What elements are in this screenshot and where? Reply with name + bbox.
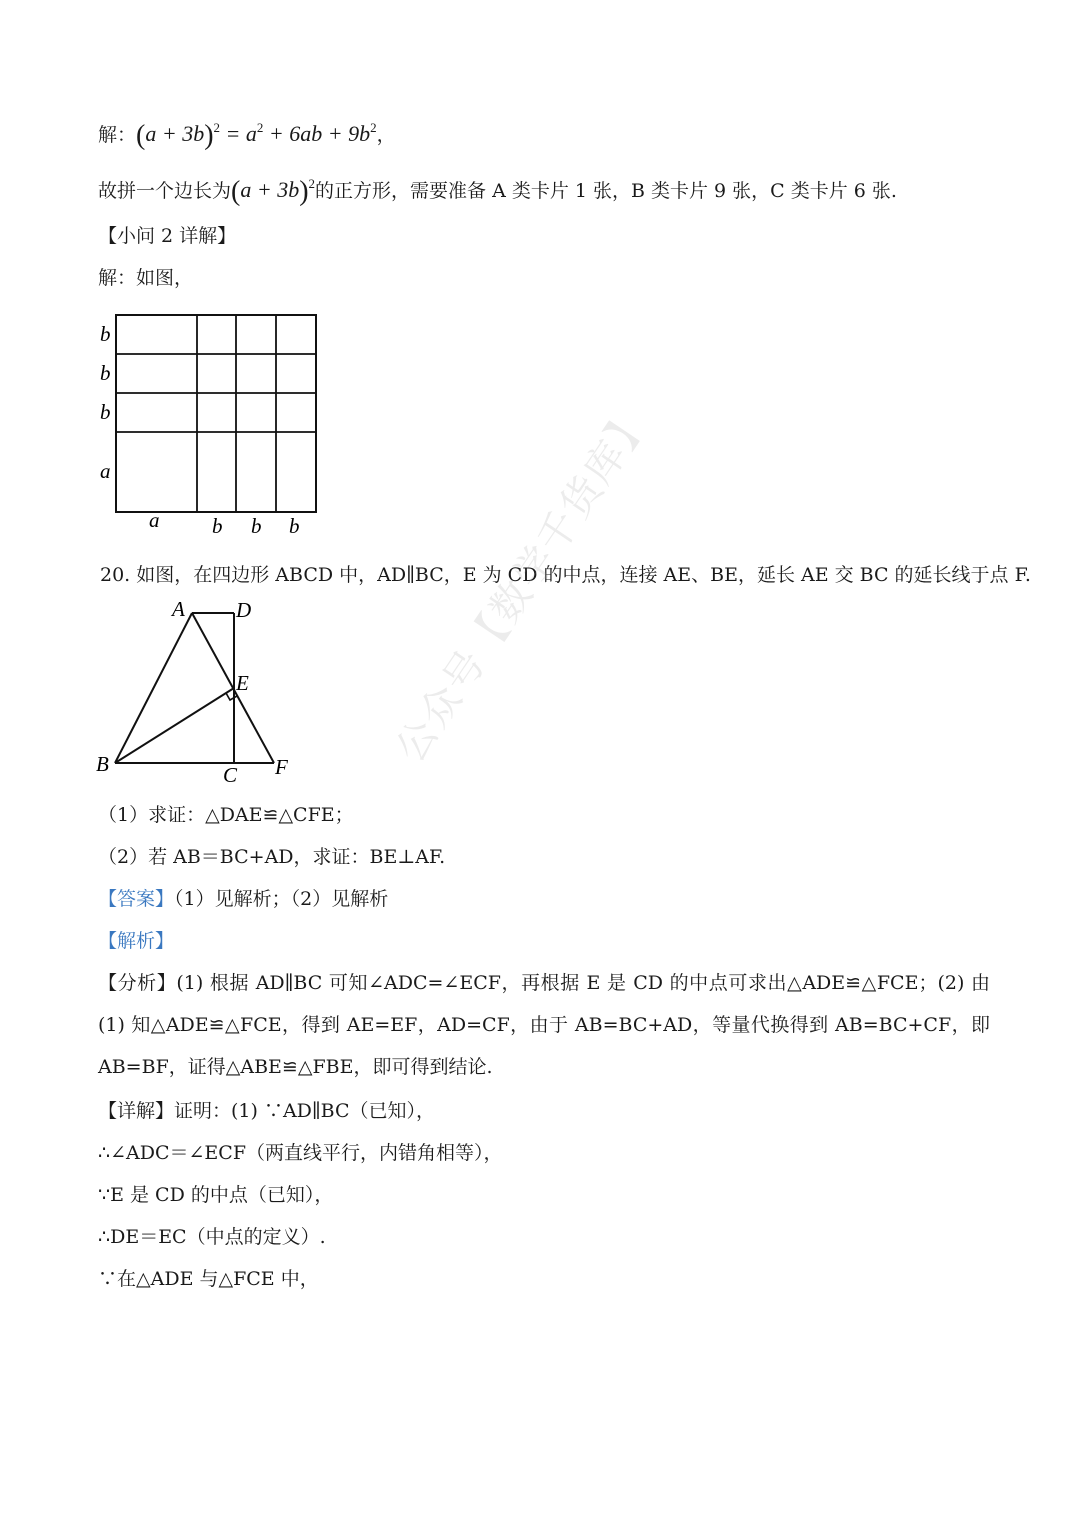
grid-outline [116,315,316,512]
watermark: 公众号【数学千货库】 [387,396,661,771]
segment-BE [115,688,234,763]
analysis-text: 【分析】(1) 根据 AD∥BC 可知∠ADC=∠ECF，再根据 E 是 CD 的中点可求出△ADE≌△FCE；(2) 由 (1) 知△ADE≌△FCE，得到 AE=EF，AD=CF，由于 AB=BC+AD，等量代换得到 AB=BC+CF，即 AB=BF，证得△ABE≌△FBE，即可得到结论. [98,972,990,1078]
problem-20-statement: 20. 如图，在四边形 ABCD 中，AD∥BC，E 为 CD 的中点，连接 AE、BE，延长 AE 交 BC 的延长线于点 F. [100,564,1031,586]
proof-line: 【详解】证明：(1) ∵AD∥BC（已知）， [98,1100,436,1122]
point-label-F: F [275,755,288,779]
point-label-A: A [172,597,185,621]
expansion-tail: ， [376,124,396,146]
analysis-label: 【解析】 [98,930,175,952]
jie-label: 解： [98,124,137,146]
grid-left-label: b [100,400,111,424]
q2-intro: 解：如图， [98,267,194,289]
grid-bottom-label: b [212,514,223,538]
conclusion-pre: 故拼一个边长为 [98,180,232,202]
proof-line: ∴∠ADC＝∠ECF（两直线平行，内错角相等）， [98,1142,503,1164]
segment-AB [115,613,192,763]
geometry-figure [92,596,302,788]
point-label-C: C [223,763,238,787]
grid-figure [90,305,330,545]
grid-left-label: b [100,361,111,385]
answer-label: 【答案】 [98,888,175,910]
proof-line: ∴DE＝EC（中点的定义）. [98,1226,326,1248]
answer-line [98,885,990,913]
point-label-B: B [96,752,109,776]
conclusion-line [98,170,990,206]
problem-20-part1: （1）求证：△DAE≌△CFE； [98,804,354,826]
conclusion-post: 的正方形，需要准备 A 类卡片 1 张，B 类卡片 9 张，C 类卡片 6 张. [315,180,897,202]
expansion-line [98,114,990,150]
expansion-formula: $(a + 3b)^2 = a^2 + 6ab + 9b^2$ [136,120,377,151]
grid-left-label: a [100,459,111,483]
side-formula: $(a + 3b)^2$ [231,176,316,207]
grid-bottom-label: b [289,514,300,538]
q2-header: 【小问 2 详解】 [98,225,237,247]
proof-line: ∵E 是 CD 的中点（已知）， [98,1184,334,1206]
grid-bottom-label: a [149,508,160,532]
proof-line: ∵在△ADE 与△FCE 中， [98,1268,319,1290]
grid-left-label: b [100,322,111,346]
grid-bottom-label: b [251,514,262,538]
problem-20-part2: （2）若 AB＝BC+AD，求证：BE⊥AF. [98,846,446,868]
point-label-D: D [236,598,252,622]
answer-text: （1）见解析；（2）见解析 [174,888,389,910]
point-label-E: E [236,671,249,695]
